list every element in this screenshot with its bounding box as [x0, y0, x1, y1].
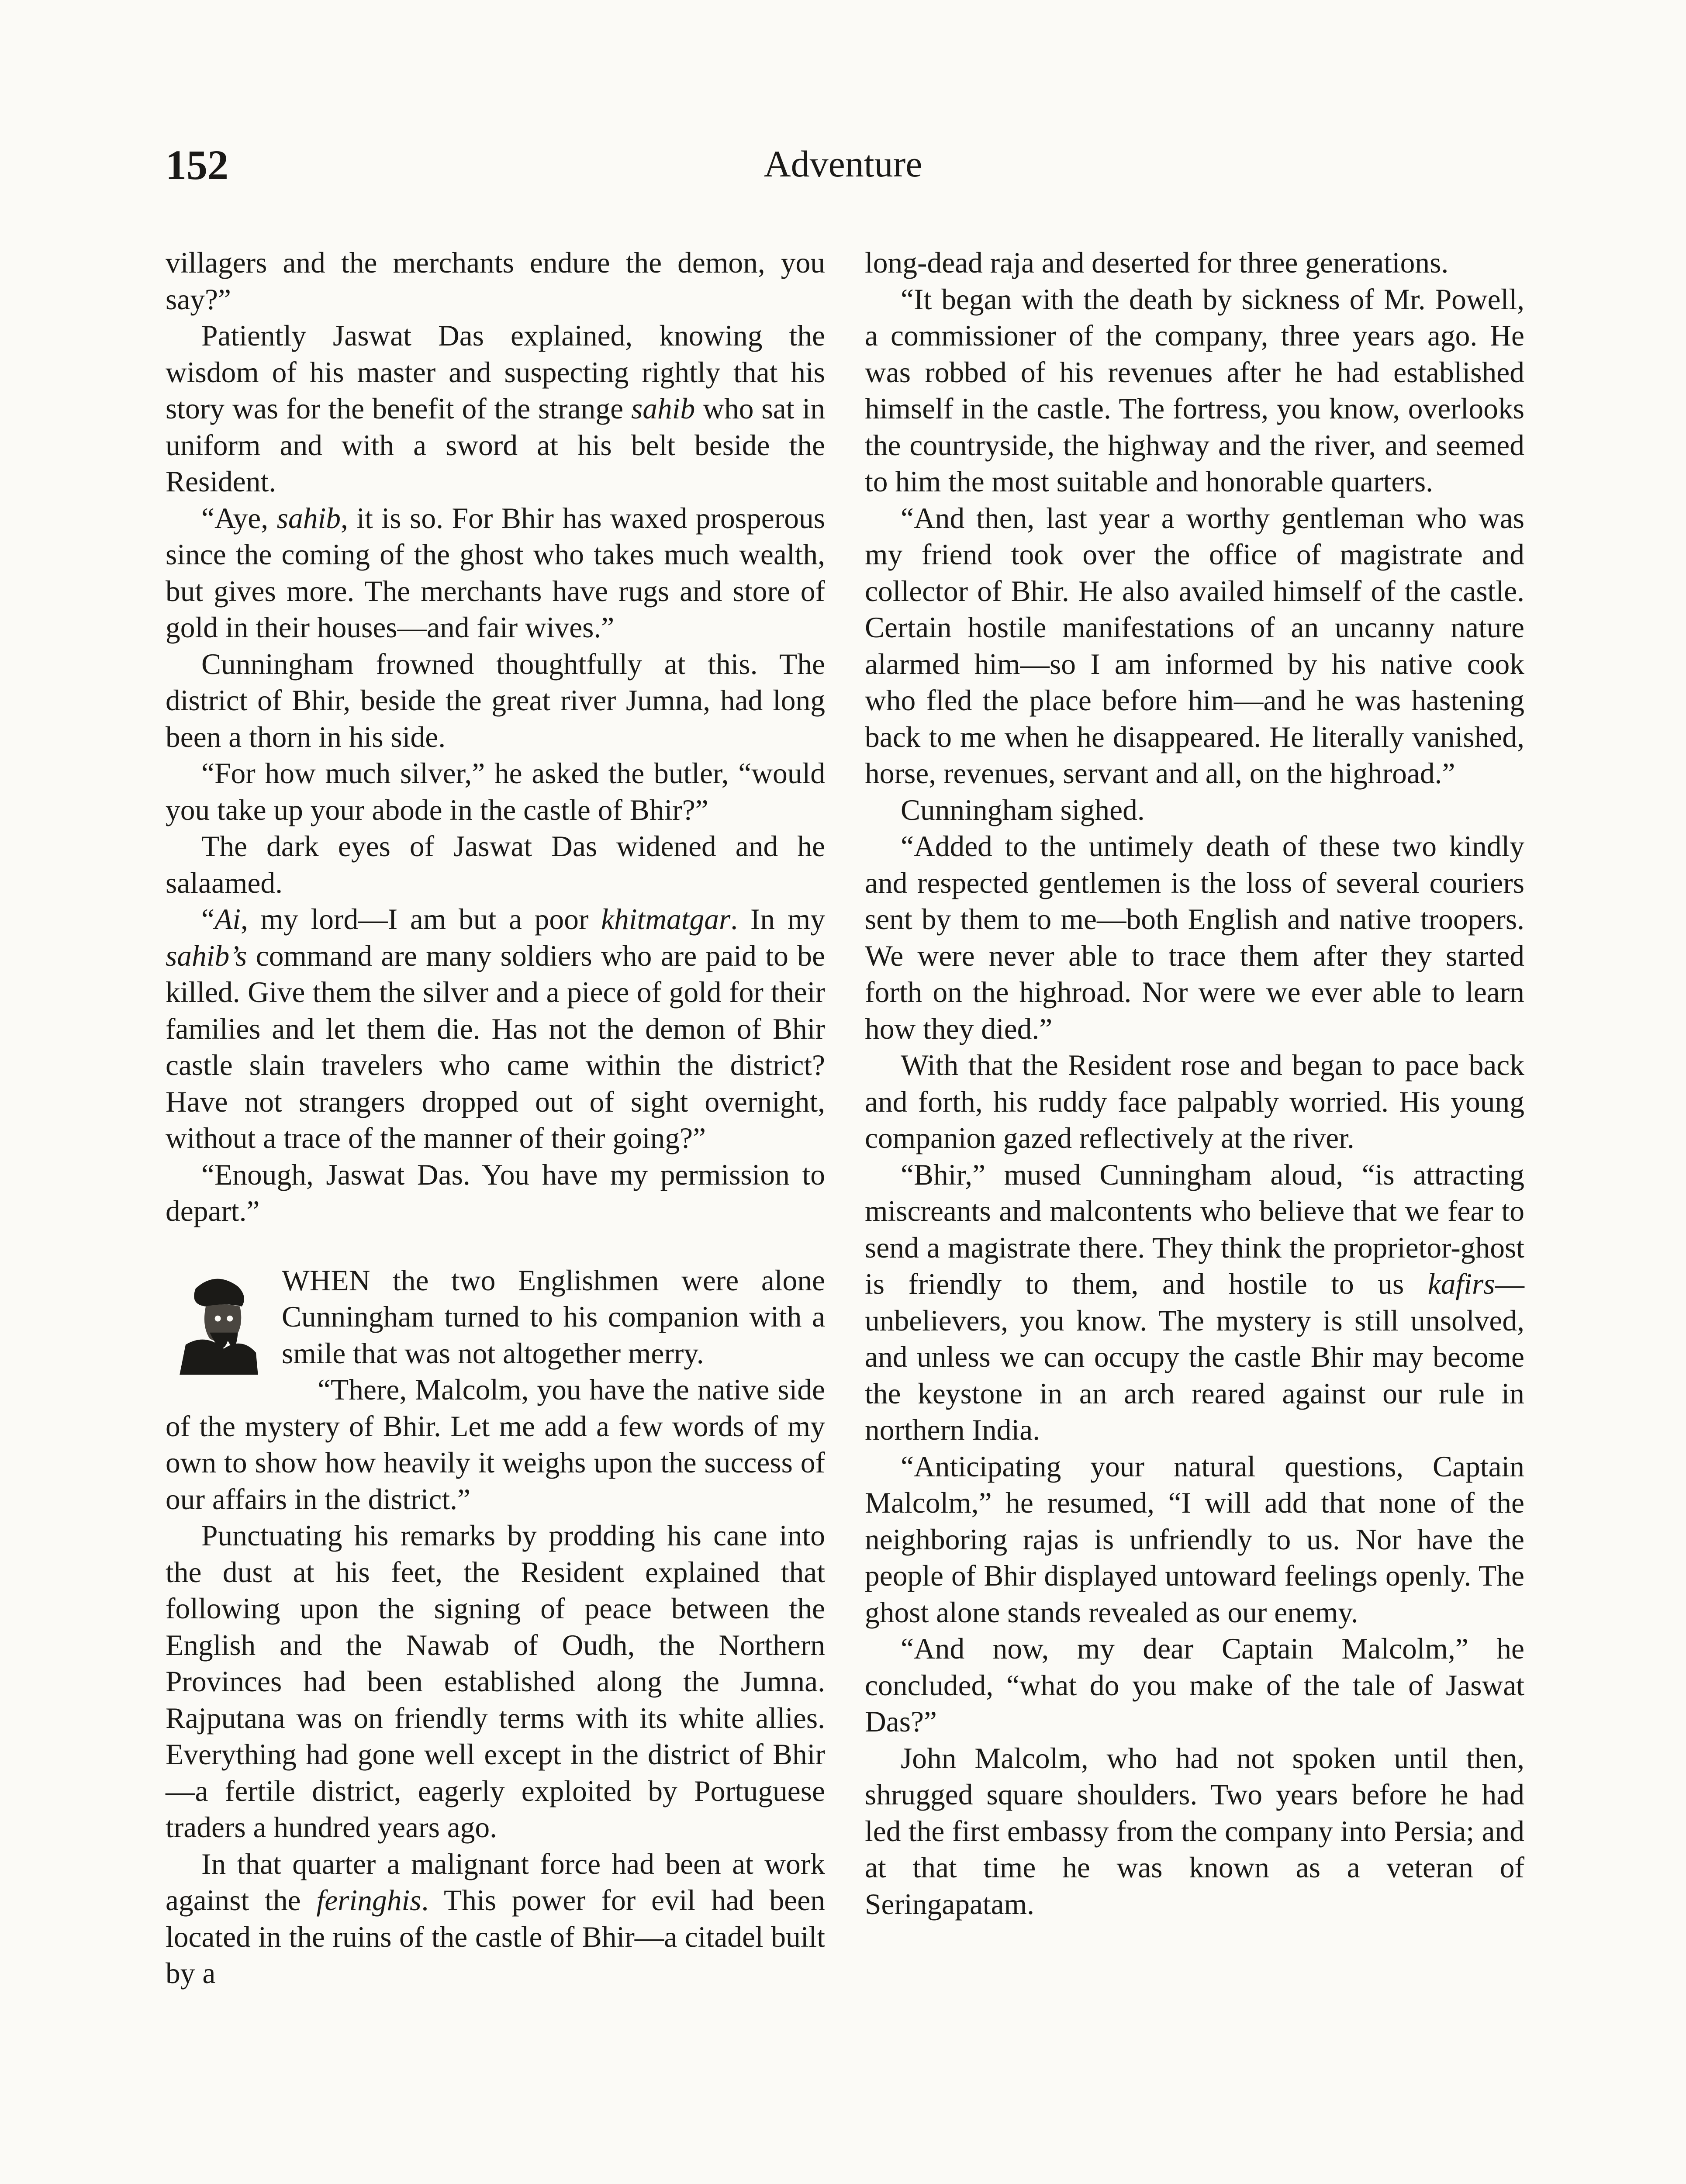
paragraph: “It began with the death by sickness of Mr. Powell, a commissioner of the company, three years ago. He was robbed of his revenues after he had established himself in the castle. The fortress, you know, overlooks the countryside, the highway and the river, and seemed to him the most suitable and honorable quarters. — [865, 283, 1524, 498]
page-header — [166, 144, 1520, 205]
paragraph: “Enough, Jaswat Das. You have my permission to depart.” — [166, 1158, 825, 1227]
paragraph: “There, Malcolm, you have the native side of the mystery of Bhir. Let me add a few words of my own to show how heavily it weighs upon the success of our affairs in the district.” — [166, 1373, 825, 1516]
paragraph: villagers and the merchants endure the demon, you say?” — [166, 246, 825, 316]
running-title: Adventure — [764, 143, 922, 185]
paragraph: “Ai, my lord—I am but a poor khitmatgar. In my sahib’s command are many soldiers who are paid to be killed. Give them the silver and a piece of gold for their families and let them die. Has not the demon of Bhir castle slain travelers who came within the district? Have not strangers dropped out of sight overnight, without a trace of the manner of their going?” — [166, 903, 825, 1154]
paragraph: Patiently Jaswat Das explained, knowing the wisdom of his master and suspecting rightly that his story was for the benefit of the strange sahib who sat in uniform and with a sword at his belt beside the Resident. — [166, 319, 825, 498]
left-column — [166, 245, 825, 1992]
paragraph: “Added to the untimely death of these two kindly and respected gentlemen is the loss of several couriers sent by them to me—both English and native troopers. We were never able to trace them after they started forth on the highroad. Nor were we ever able to learn how they died.” — [865, 830, 1524, 1045]
right-column-paragraphs — [865, 245, 1524, 1922]
paragraph: “Aye, sahib, it is so. For Bhir has waxed prosperous since the coming of the ghost who takes much wealth, but gives more. The merchants have rugs and store of gold in their houses—and fair wives.” — [166, 501, 825, 644]
paragraph: “And then, last year a worthy gentleman who was my friend took over the office of magistrate and collector of Bhir. He also availed himself of the castle. Certain hostile manifestations of an uncanny nature alarmed him—so I am informed by his native cook who fled the place before him—and he was hastening back to me when he disappeared. He literally vanished, horse, revenues, servant and all, on the highroad.” — [865, 501, 1524, 790]
paragraph: The dark eyes of Jaswat Das widened and he salaamed. — [166, 830, 825, 899]
paragraph: “And now, my dear Captain Malcolm,” he concluded, “what do you make of the tale of Jaswat Das?” — [865, 1632, 1524, 1738]
paragraph: In that quarter a malignant force had been at work against the feringhis. This power for evil had been located in the ruins of the castle of Bhir—a citadel built by a — [166, 1847, 825, 1990]
paragraph: Cunningham sighed. — [901, 793, 1145, 826]
section-break-paragraph — [166, 1262, 825, 1372]
paragraph: With that the Resident rose and began to pace back and forth, his ruddy face palpably worried. His young companion gazed reflectively at the river. — [865, 1049, 1524, 1154]
paragraph: “Anticipating your natural questions, Captain Malcolm,” he resumed, “I will add that none of the neighboring rajas is unfriendly to us. Nor have the people of Bhir displayed untoward feelings openly. The ghost alone stands revealed as our enemy. — [865, 1450, 1524, 1629]
dropcap-paragraph: WHEN the two Englishmen were alone Cunningham turned to his companion with a smile that was not altogether merry. — [282, 1264, 825, 1370]
paragraph: Cunningham frowned thoughtfully at this. The district of Bhir, beside the great river Jumna, had long been a thorn in his side. — [166, 647, 825, 753]
paragraph: Punctuating his remarks by prodding his cane into the dust at his feet, the Resident explained that following upon the signing of peace between the English and the Nawab of Oudh, the Northern Provinces had been established along the Jumna. Rajputana was on friendly terms with its white allies. Everything had gone well except in the district of Bhir—a fertile district, eagerly exploited by Portuguese traders a hundred years ago. — [166, 1519, 825, 1844]
page-number: 152 — [166, 142, 228, 188]
paragraph: “For how much silver,” he asked the butler, “would you take up your abode in the castle of Bhir?” — [166, 757, 825, 826]
left-column-paragraphs — [166, 245, 825, 1230]
right-column — [865, 245, 1524, 1922]
left-column-paragraphs-after — [166, 1372, 825, 1992]
paragraph: John Malcolm, who had not spoken until then, shrugged square shoulders. Two years before he had led the first embassy from the company into Persia; and at that time he was known as a veteran of Seringapatam. — [865, 1742, 1524, 1921]
turbaned-figure-icon — [166, 1266, 266, 1377]
paragraph: long-dead raja and deserted for three generations. — [865, 246, 1449, 279]
paragraph: “Bhir,” mused Cunningham aloud, “is attracting miscreants and malcontents who believe that we fear to send a magistrate there. They think the proprietor-ghost is friendly to them, and hostile to us kafirs—unbelievers, you know. The mystery is still unsolved, and unless we can occupy the castle Bhir may become the keystone in an arch reared against our rule in northern India. — [865, 1158, 1524, 1446]
